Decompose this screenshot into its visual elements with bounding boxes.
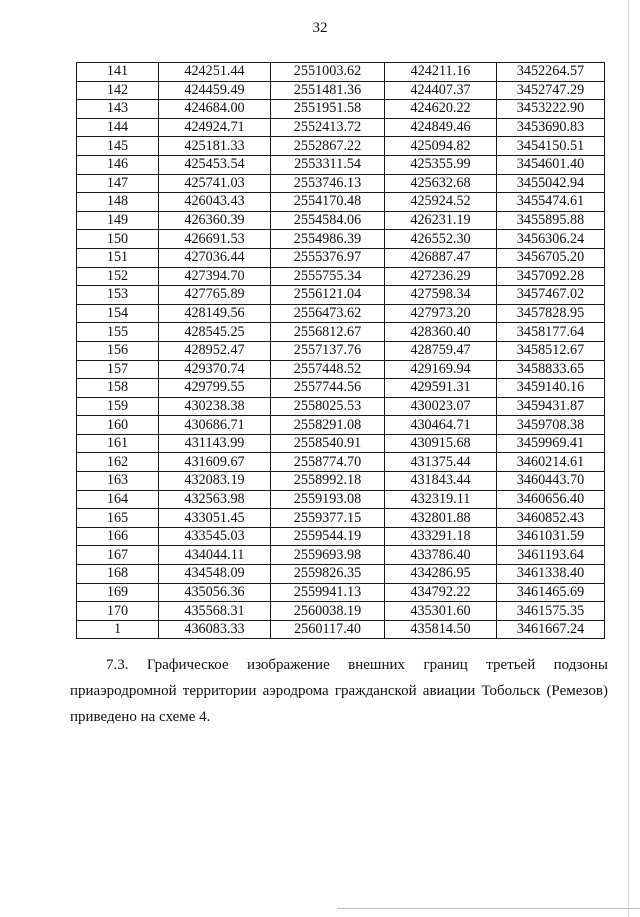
- x1-cell: 428149.56: [159, 304, 271, 323]
- y2-cell: 3452264.57: [497, 63, 605, 82]
- x2-cell: 428360.40: [385, 323, 497, 342]
- y2-cell: 3454150.51: [497, 137, 605, 156]
- point-number-cell: 144: [77, 118, 159, 137]
- y2-cell: 3461575.35: [497, 602, 605, 621]
- point-number-cell: 169: [77, 583, 159, 602]
- y2-cell: 3460214.61: [497, 453, 605, 472]
- x2-cell: 425924.52: [385, 193, 497, 212]
- x2-cell: 427236.29: [385, 267, 497, 286]
- y1-cell: 2560117.40: [271, 620, 385, 639]
- table-row: [77, 211, 605, 230]
- x1-cell: 435056.36: [159, 583, 271, 602]
- table-row: [77, 434, 605, 453]
- x1-cell: 430686.71: [159, 416, 271, 435]
- table-row: [77, 323, 605, 342]
- table-row: [77, 583, 605, 602]
- x1-cell: 424251.44: [159, 63, 271, 82]
- table-row: [77, 193, 605, 212]
- point-number-cell: 151: [77, 248, 159, 267]
- x2-cell: 435814.50: [385, 620, 497, 639]
- paragraph-line-1: 7.3. Графическое изображение внешних границ третьей подзоны: [106, 657, 608, 673]
- x1-cell: 424459.49: [159, 81, 271, 100]
- x1-cell: 426043.43: [159, 193, 271, 212]
- point-number-cell: 149: [77, 211, 159, 230]
- table-row: [77, 472, 605, 491]
- x2-cell: 426887.47: [385, 248, 497, 267]
- scan-edge-line-vertical: [628, 0, 629, 917]
- x2-cell: 430464.71: [385, 416, 497, 435]
- y1-cell: 2554584.06: [271, 211, 385, 230]
- point-number-cell: 167: [77, 546, 159, 565]
- y1-cell: 2559544.19: [271, 527, 385, 546]
- x2-cell: 432319.11: [385, 490, 497, 509]
- x2-cell: 425355.99: [385, 155, 497, 174]
- y2-cell: 3456705.20: [497, 248, 605, 267]
- x2-cell: 429169.94: [385, 360, 497, 379]
- x2-cell: 431843.44: [385, 472, 497, 491]
- table-row: [77, 360, 605, 379]
- table-row: [77, 546, 605, 565]
- y2-cell: 3461338.40: [497, 565, 605, 584]
- scan-edge-line: [337, 908, 640, 909]
- x1-cell: 433545.03: [159, 527, 271, 546]
- y2-cell: 3459708.38: [497, 416, 605, 435]
- table-row: [77, 100, 605, 119]
- point-number-cell: 163: [77, 472, 159, 491]
- point-number-cell: 162: [77, 453, 159, 472]
- x1-cell: 428545.25: [159, 323, 271, 342]
- x1-cell: 427036.44: [159, 248, 271, 267]
- y1-cell: 2554170.48: [271, 193, 385, 212]
- x2-cell: 430915.68: [385, 434, 497, 453]
- y2-cell: 3460852.43: [497, 509, 605, 528]
- table-row: [77, 230, 605, 249]
- y2-cell: 3455474.61: [497, 193, 605, 212]
- y2-cell: 3461193.64: [497, 546, 605, 565]
- x2-cell: 425094.82: [385, 137, 497, 156]
- point-number-cell: 165: [77, 509, 159, 528]
- point-number-cell: 141: [77, 63, 159, 82]
- x1-cell: 426691.53: [159, 230, 271, 249]
- x1-cell: 424924.71: [159, 118, 271, 137]
- table-row: [77, 81, 605, 100]
- paragraph-line-2: приаэродромной территории аэродрома гражданской авиации Тобольск (Ремезов): [70, 683, 608, 699]
- x1-cell: 436083.33: [159, 620, 271, 639]
- x1-cell: 429370.74: [159, 360, 271, 379]
- y1-cell: 2559693.98: [271, 546, 385, 565]
- page-number: 32: [312, 20, 328, 36]
- point-number-cell: 147: [77, 174, 159, 193]
- x2-cell: 433786.40: [385, 546, 497, 565]
- point-number-cell: 152: [77, 267, 159, 286]
- x2-cell: 435301.60: [385, 602, 497, 621]
- y1-cell: 2558774.70: [271, 453, 385, 472]
- table-row: [77, 527, 605, 546]
- y1-cell: 2557744.56: [271, 379, 385, 398]
- x2-cell: 424620.22: [385, 100, 497, 119]
- table-row: [77, 565, 605, 584]
- table-row: [77, 118, 605, 137]
- table-row: [77, 341, 605, 360]
- point-number-cell: 155: [77, 323, 159, 342]
- point-number-cell: 164: [77, 490, 159, 509]
- x2-cell: 433291.18: [385, 527, 497, 546]
- x1-cell: 433051.45: [159, 509, 271, 528]
- x2-cell: 434286.95: [385, 565, 497, 584]
- x1-cell: 431143.99: [159, 434, 271, 453]
- table-row: [77, 174, 605, 193]
- x1-cell: 425453.54: [159, 155, 271, 174]
- point-number-cell: 142: [77, 81, 159, 100]
- x2-cell: 429591.31: [385, 379, 497, 398]
- table-row: [77, 286, 605, 305]
- table-row: [77, 155, 605, 174]
- y1-cell: 2553311.54: [271, 155, 385, 174]
- point-number-cell: 159: [77, 397, 159, 416]
- x1-cell: 425181.33: [159, 137, 271, 156]
- table-row: [77, 453, 605, 472]
- point-number-cell: 1: [77, 620, 159, 639]
- y1-cell: 2558025.53: [271, 397, 385, 416]
- y1-cell: 2556812.67: [271, 323, 385, 342]
- point-number-cell: 158: [77, 379, 159, 398]
- y1-cell: 2557137.76: [271, 341, 385, 360]
- y2-cell: 3457092.28: [497, 267, 605, 286]
- x2-cell: 426231.19: [385, 211, 497, 230]
- table-row: [77, 490, 605, 509]
- coordinates-table: [76, 62, 605, 639]
- x2-cell: 428759.47: [385, 341, 497, 360]
- table-row: [77, 416, 605, 435]
- y1-cell: 2559941.13: [271, 583, 385, 602]
- y1-cell: 2557448.52: [271, 360, 385, 379]
- x1-cell: 427765.89: [159, 286, 271, 305]
- y2-cell: 3452747.29: [497, 81, 605, 100]
- x1-cell: 429799.55: [159, 379, 271, 398]
- x1-cell: 426360.39: [159, 211, 271, 230]
- y1-cell: 2555376.97: [271, 248, 385, 267]
- table-row: [77, 379, 605, 398]
- y2-cell: 3454601.40: [497, 155, 605, 174]
- y1-cell: 2551003.62: [271, 63, 385, 82]
- x2-cell: 424211.16: [385, 63, 497, 82]
- y1-cell: 2551481.36: [271, 81, 385, 100]
- table-row: [77, 602, 605, 621]
- y2-cell: 3458512.67: [497, 341, 605, 360]
- x2-cell: 432801.88: [385, 509, 497, 528]
- y2-cell: 3455895.88: [497, 211, 605, 230]
- y2-cell: 3458833.65: [497, 360, 605, 379]
- x1-cell: 425741.03: [159, 174, 271, 193]
- point-number-cell: 145: [77, 137, 159, 156]
- table-row: [77, 509, 605, 528]
- table-row: [77, 397, 605, 416]
- table-row: [77, 304, 605, 323]
- y1-cell: 2552413.72: [271, 118, 385, 137]
- point-number-cell: 148: [77, 193, 159, 212]
- y2-cell: 3457828.95: [497, 304, 605, 323]
- table-row: [77, 267, 605, 286]
- y2-cell: 3459969.41: [497, 434, 605, 453]
- y2-cell: 3453690.83: [497, 118, 605, 137]
- point-number-cell: 154: [77, 304, 159, 323]
- y2-cell: 3461667.24: [497, 620, 605, 639]
- x2-cell: 427598.34: [385, 286, 497, 305]
- table-row: [77, 248, 605, 267]
- y2-cell: 3458177.64: [497, 323, 605, 342]
- table-row: [77, 137, 605, 156]
- x2-cell: 427973.20: [385, 304, 497, 323]
- y2-cell: 3461465.69: [497, 583, 605, 602]
- y1-cell: 2559826.35: [271, 565, 385, 584]
- point-number-cell: 156: [77, 341, 159, 360]
- x2-cell: 424407.37: [385, 81, 497, 100]
- point-number-cell: 168: [77, 565, 159, 584]
- y1-cell: 2552867.22: [271, 137, 385, 156]
- paragraph-line-3: приведено на схеме 4.: [70, 709, 211, 725]
- x1-cell: 432563.98: [159, 490, 271, 509]
- x2-cell: 430023.07: [385, 397, 497, 416]
- y2-cell: 3459431.87: [497, 397, 605, 416]
- x1-cell: 435568.31: [159, 602, 271, 621]
- point-number-cell: 146: [77, 155, 159, 174]
- y2-cell: 3459140.16: [497, 379, 605, 398]
- x1-cell: 424684.00: [159, 100, 271, 119]
- y2-cell: 3460443.70: [497, 472, 605, 491]
- x1-cell: 430238.38: [159, 397, 271, 416]
- x2-cell: 431375.44: [385, 453, 497, 472]
- x2-cell: 434792.22: [385, 583, 497, 602]
- point-number-cell: 170: [77, 602, 159, 621]
- point-number-cell: 150: [77, 230, 159, 249]
- y2-cell: 3453222.90: [497, 100, 605, 119]
- y1-cell: 2554986.39: [271, 230, 385, 249]
- x1-cell: 431609.67: [159, 453, 271, 472]
- x1-cell: 427394.70: [159, 267, 271, 286]
- table-row: [77, 620, 605, 639]
- y1-cell: 2559193.08: [271, 490, 385, 509]
- table-row: [77, 63, 605, 82]
- y2-cell: 3461031.59: [497, 527, 605, 546]
- x2-cell: 425632.68: [385, 174, 497, 193]
- x1-cell: 434044.11: [159, 546, 271, 565]
- point-number-cell: 160: [77, 416, 159, 435]
- y1-cell: 2558992.18: [271, 472, 385, 491]
- coordinates-table-body: [77, 63, 605, 639]
- y1-cell: 2556121.04: [271, 286, 385, 305]
- y1-cell: 2553746.13: [271, 174, 385, 193]
- y1-cell: 2558291.08: [271, 416, 385, 435]
- point-number-cell: 161: [77, 434, 159, 453]
- point-number-cell: 166: [77, 527, 159, 546]
- point-number-cell: 153: [77, 286, 159, 305]
- point-number-cell: 143: [77, 100, 159, 119]
- x2-cell: 424849.46: [385, 118, 497, 137]
- point-number-cell: 157: [77, 360, 159, 379]
- x1-cell: 434548.09: [159, 565, 271, 584]
- y1-cell: 2556473.62: [271, 304, 385, 323]
- y1-cell: 2558540.91: [271, 434, 385, 453]
- y1-cell: 2551951.58: [271, 100, 385, 119]
- y2-cell: 3460656.40: [497, 490, 605, 509]
- x2-cell: 426552.30: [385, 230, 497, 249]
- y2-cell: 3456306.24: [497, 230, 605, 249]
- y2-cell: 3457467.02: [497, 286, 605, 305]
- x1-cell: 428952.47: [159, 341, 271, 360]
- y1-cell: 2560038.19: [271, 602, 385, 621]
- y2-cell: 3455042.94: [497, 174, 605, 193]
- x1-cell: 432083.19: [159, 472, 271, 491]
- y1-cell: 2555755.34: [271, 267, 385, 286]
- y1-cell: 2559377.15: [271, 509, 385, 528]
